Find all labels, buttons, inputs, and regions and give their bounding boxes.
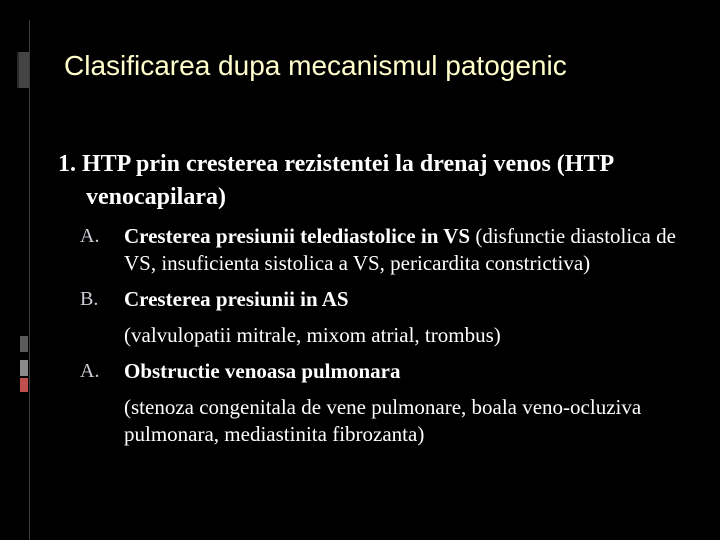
sub-item-letter: A.	[80, 360, 100, 382]
decorative-marker	[20, 336, 28, 352]
slide-title: Clasificarea dupa mecanismul patogenic	[64, 50, 567, 81]
sub-item-detail: (valvulopatii mitrale, mixom atrial, trombus)	[124, 323, 501, 347]
sub-item-detail: (stenoza congenitala de vene pulmonare, boala veno-ocluziva pulmonara, mediastinita fibrozanta)	[124, 395, 642, 446]
main-item-number: 1.	[58, 151, 76, 177]
decorative-vertical-line	[29, 20, 30, 540]
decorative-accent-marker	[20, 378, 28, 392]
sub-list-item	[58, 286, 698, 313]
sub-item-letter: A.	[80, 225, 100, 247]
decorative-block-inner	[19, 52, 29, 88]
sub-item-detail: (disfunctie diastolica de VS, insuficienta sistolica a VS, pericardita constrictiva)	[124, 224, 676, 275]
sub-list-item	[58, 358, 698, 385]
decorative-marker	[20, 360, 28, 376]
sub-item-heading: Cresterea presiunii telediastolice in VS	[124, 224, 471, 248]
sub-item-heading: Cresterea presiunii in AS	[124, 287, 349, 311]
sub-item-letter: B.	[80, 288, 99, 310]
slide-content	[58, 148, 698, 448]
main-list-item	[58, 148, 698, 214]
sub-list	[58, 223, 698, 448]
sub-item-heading: Obstructie venoasa pulmonara	[124, 359, 401, 383]
sub-list-item	[58, 223, 698, 277]
main-item-text: HTP prin cresterea rezistentei la drenaj venos (HTP venocapilara)	[82, 151, 613, 210]
